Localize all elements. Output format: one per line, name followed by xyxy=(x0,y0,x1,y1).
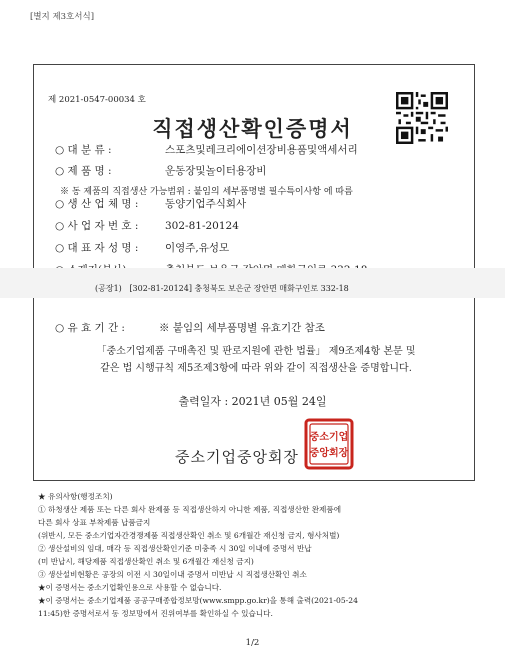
field-value: 스포츠및레크리에이션장비용품및액세서리 xyxy=(165,144,358,156)
validity-value: ※ 붙임의 세부품명별 유효기간 참조 xyxy=(159,322,325,334)
field-company xyxy=(55,196,246,211)
notice-line: ★이 증명서는 중소기업확인용으로 사용할 수 없습니다. xyxy=(38,583,222,592)
field-product xyxy=(55,163,266,178)
statement-line: 같은 법 시행규칙 제5조제3항에 따라 위와 같이 직접생산을 증명합니다. xyxy=(100,363,412,374)
field-value: 이영주,유성모 xyxy=(165,242,230,254)
field-label: ○ 대 표 자 성 명 : xyxy=(55,242,139,254)
field-label: ○ 제 품 명 : xyxy=(55,165,112,177)
document-title: 직접생산확인증명서 xyxy=(152,117,353,141)
notice-line: 11:45)한 증명서로서 동 정보망에서 진위여부를 확인하실 수 있습니다. xyxy=(38,609,273,618)
notice-line: ③ 생산설비현황은 공장의 이전 시 30일이내 증명서 미반납 시 직접생산확인 취소 xyxy=(38,570,307,579)
factory-value: [302-81-20124] 충청북도 보은군 장안면 매화구인로 332-18 xyxy=(129,284,349,293)
scope-note: ※ 동 제품의 직접생산 가능범위 : 붙임의 세부품명별 필수특이사항 에 따름 xyxy=(60,187,353,197)
svg-text:중소기업: 중소기업 xyxy=(309,432,349,443)
field-value: 302-81-20124 xyxy=(165,220,239,232)
notice-line: 다른 회사 상표 부착제품 납품금지 xyxy=(38,518,151,527)
field-business-number xyxy=(55,218,239,233)
statement-line: 「중소기업제품 구매촉진 및 판로지원에 관한 법률」 제9조제4항 본문 및 xyxy=(96,346,416,357)
field-label: ○ 사 업 자 번 호 : xyxy=(55,220,139,232)
issuer-name: 중소기업중앙회장 xyxy=(175,448,299,466)
notice-line: (위반시, 모든 중소기업자간경쟁제품 직접생산확인 취소 및 6개월간 재신청 금지, 형사처벌) xyxy=(38,531,340,540)
field-value: 운동장및놀이터용장비 xyxy=(165,165,267,177)
field-label: ○ 생 산 업 체 명 : xyxy=(55,198,139,210)
field-value: 동양기업주식회사 xyxy=(165,198,247,210)
svg-text:중앙회장: 중앙회장 xyxy=(309,448,349,459)
certificate-number: 제 2021-0547-00034 호 xyxy=(48,95,146,105)
page-number: 1/2 xyxy=(245,638,260,648)
notice-section xyxy=(38,490,478,620)
field-representative xyxy=(55,240,229,255)
notice-line: ① 하청생산 제품 또는 다른 회사 완제품 등 직접생산하지 아니한 제품, 직접생산한 완제품에 xyxy=(38,505,342,514)
official-seal-icon xyxy=(304,418,354,470)
issue-date: 출력일자 : 2021년 05월 24일 xyxy=(178,395,327,408)
factory-address xyxy=(95,283,349,294)
notice-line: (미 반납시, 해당제품 직접생산확인 취소 및 6개월간 재신청 금지) xyxy=(38,557,254,566)
field-label: ○ 대 분 류 : xyxy=(55,144,112,156)
validity-period xyxy=(55,320,325,335)
factory-label: (공장1) xyxy=(95,284,122,293)
field-category xyxy=(55,142,358,157)
form-number: [별지 제3호서식] xyxy=(30,12,95,22)
statement xyxy=(78,343,434,377)
validity-label: ○ 유 효 기 간 : xyxy=(55,322,125,334)
notice-line: ② 생산설비의 임대, 매각 등 직접생산확인기준 미충족 시 30일 이내에 증명서 반납 xyxy=(38,544,312,553)
notice-line: ★ 유의사항(행정조치) xyxy=(38,492,113,501)
notice-line: ★이 증명서는 중소기업제품 공공구매종합정보망(www.smpp.go.kr)을 통해 출력(2021-05-24 xyxy=(38,596,358,605)
